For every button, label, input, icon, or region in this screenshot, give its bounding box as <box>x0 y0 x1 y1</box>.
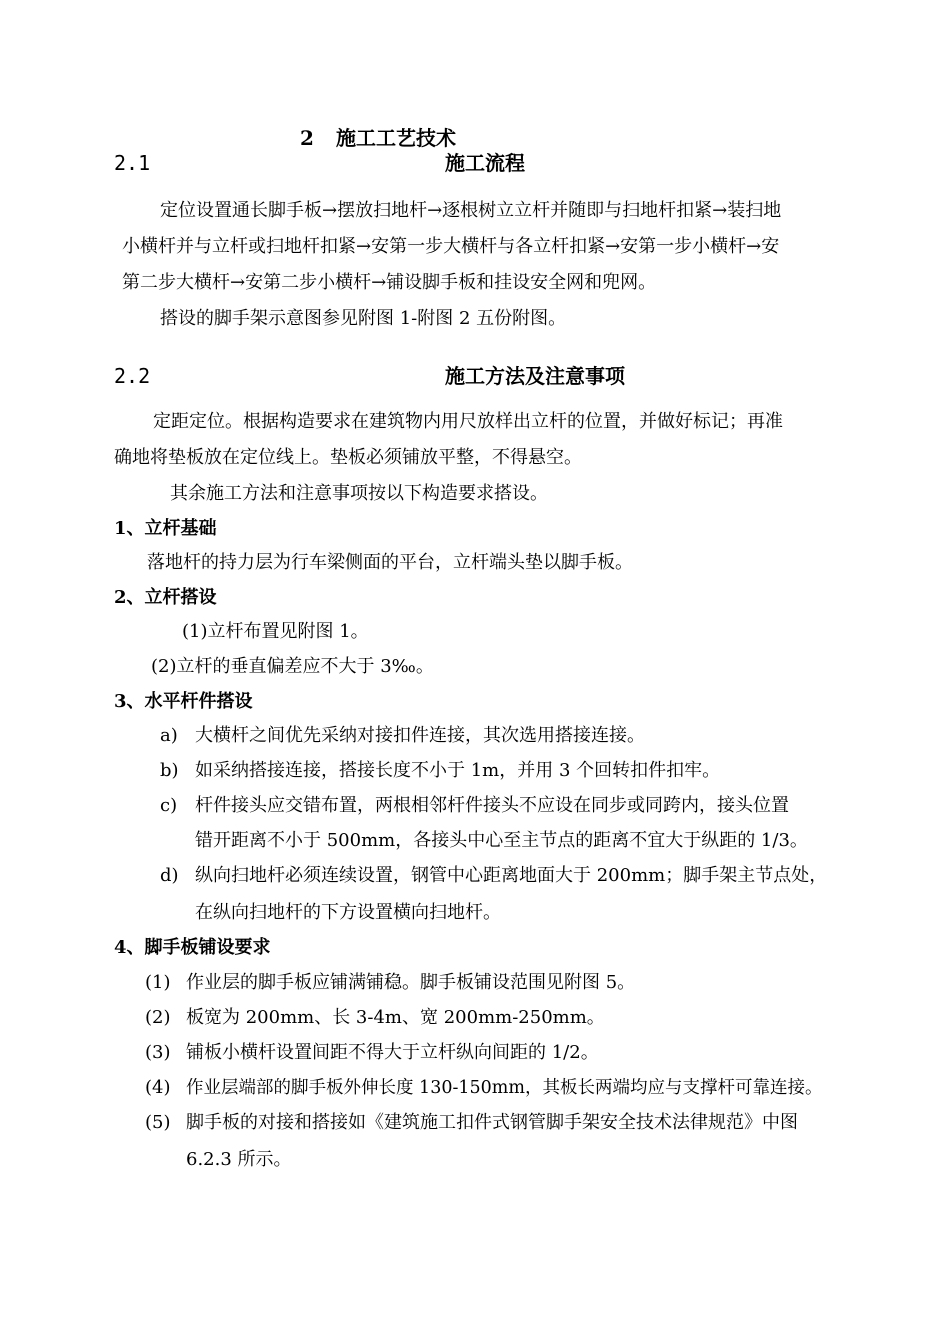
list-marker: (1) <box>145 972 171 993</box>
list-item: 作业层的脚手板应铺满铺稳。脚手板铺设范围见附图 5。 <box>186 972 636 993</box>
list-item: (1)立杆布置见附图 1。 <box>182 621 369 642</box>
list-marker: (4) <box>145 1077 171 1098</box>
subsection-3-title: 3、水平杆件搭设 <box>114 691 253 712</box>
list-item: (2)立杆的垂直偏差应不大于 3‰。 <box>151 656 434 677</box>
subsection-4-title: 4、脚手板铺设要求 <box>114 937 271 958</box>
list-marker: (5) <box>145 1112 171 1133</box>
paragraph-line: 其余施工方法和注意事项按以下构造要求搭设。 <box>170 483 548 504</box>
paragraph-line: 定距定位。根据构造要求在建筑物内用尺放样出立杆的位置，并做好标记；再准 <box>153 411 783 432</box>
list-item: 大横杆之间优先采纳对接扣件连接，其次选用搭接连接。 <box>195 725 645 746</box>
list-item: 作业层端部的脚手板外伸长度 130-150mm，其板长两端均应与支撑杆可靠连接。 <box>186 1078 823 1098</box>
section-2-2-title: 施工方法及注意事项 <box>445 364 625 388</box>
list-item-cont: 6.2.3 所示。 <box>186 1149 292 1170</box>
chapter-number: 2 <box>300 126 314 150</box>
list-item: 杆件接头应交错布置，两根相邻杆件接头不应设在同步或同跨内，接头位置 <box>195 795 789 816</box>
list-item: 脚手板的对接和搭接如《建筑施工扣件式钢管脚手架安全技术法律规范》中图 <box>186 1112 798 1133</box>
paragraph-line: 小横杆并与立杆或扫地杆扣紧→安第一步大横杆与各立杆扣紧→安第一步小横杆→安 <box>122 236 780 257</box>
list-marker: (2) <box>145 1007 171 1028</box>
list-marker: b) <box>160 760 179 781</box>
section-2-1-number: 2.1 <box>114 151 151 175</box>
chapter-title: 施工工艺技术 <box>336 126 456 150</box>
paragraph-line: 第二步大横杆→安第二步小横杆→铺设脚手板和挂设安全网和兜网。 <box>122 272 657 293</box>
paragraph-line: 落地杆的持力层为行车梁侧面的平台，立杆端头垫以脚手板。 <box>147 552 633 573</box>
list-marker: a) <box>160 725 178 746</box>
section-2-2-number: 2.2 <box>114 364 151 388</box>
subsection-1-title: 1、立杆基础 <box>114 518 217 539</box>
section-2-1-title: 施工流程 <box>445 151 525 175</box>
paragraph-line: 确地将垫板放在定位线上。垫板必须铺放平整，不得悬空。 <box>114 447 582 468</box>
paragraph-line: 搭设的脚手架示意图参见附图 1-附图 2 五份附图。 <box>160 308 567 329</box>
paragraph-line: 定位设置通长脚手板→摆放扫地杆→逐根树立立杆并随即与扫地杆扣紧→装扫地 <box>160 200 782 221</box>
list-item: 纵向扫地杆必须连续设置，钢管中心距离地面大于 200mm；脚手架主节点处， <box>195 865 828 886</box>
list-item-cont: 错开距离不小于 500mm，各接头中心至主节点的距离不宜大于纵距的 1/3。 <box>195 830 808 851</box>
list-item: 如采纳搭接连接，搭接长度不小于 1m，并用 3 个回转扣件扣牢。 <box>195 760 721 781</box>
subsection-2-title: 2、立杆搭设 <box>114 587 217 608</box>
list-item: 铺板小横杆设置间距不得大于立杆纵向间距的 1/2。 <box>186 1042 599 1063</box>
list-item: 板宽为 200mm、长 3-4m、宽 200mm-250mm。 <box>186 1007 605 1028</box>
list-marker: (3) <box>145 1042 171 1063</box>
list-marker: d) <box>160 865 179 886</box>
list-marker: c) <box>160 795 178 816</box>
list-item-cont: 在纵向扫地杆的下方设置横向扫地杆。 <box>195 902 501 923</box>
